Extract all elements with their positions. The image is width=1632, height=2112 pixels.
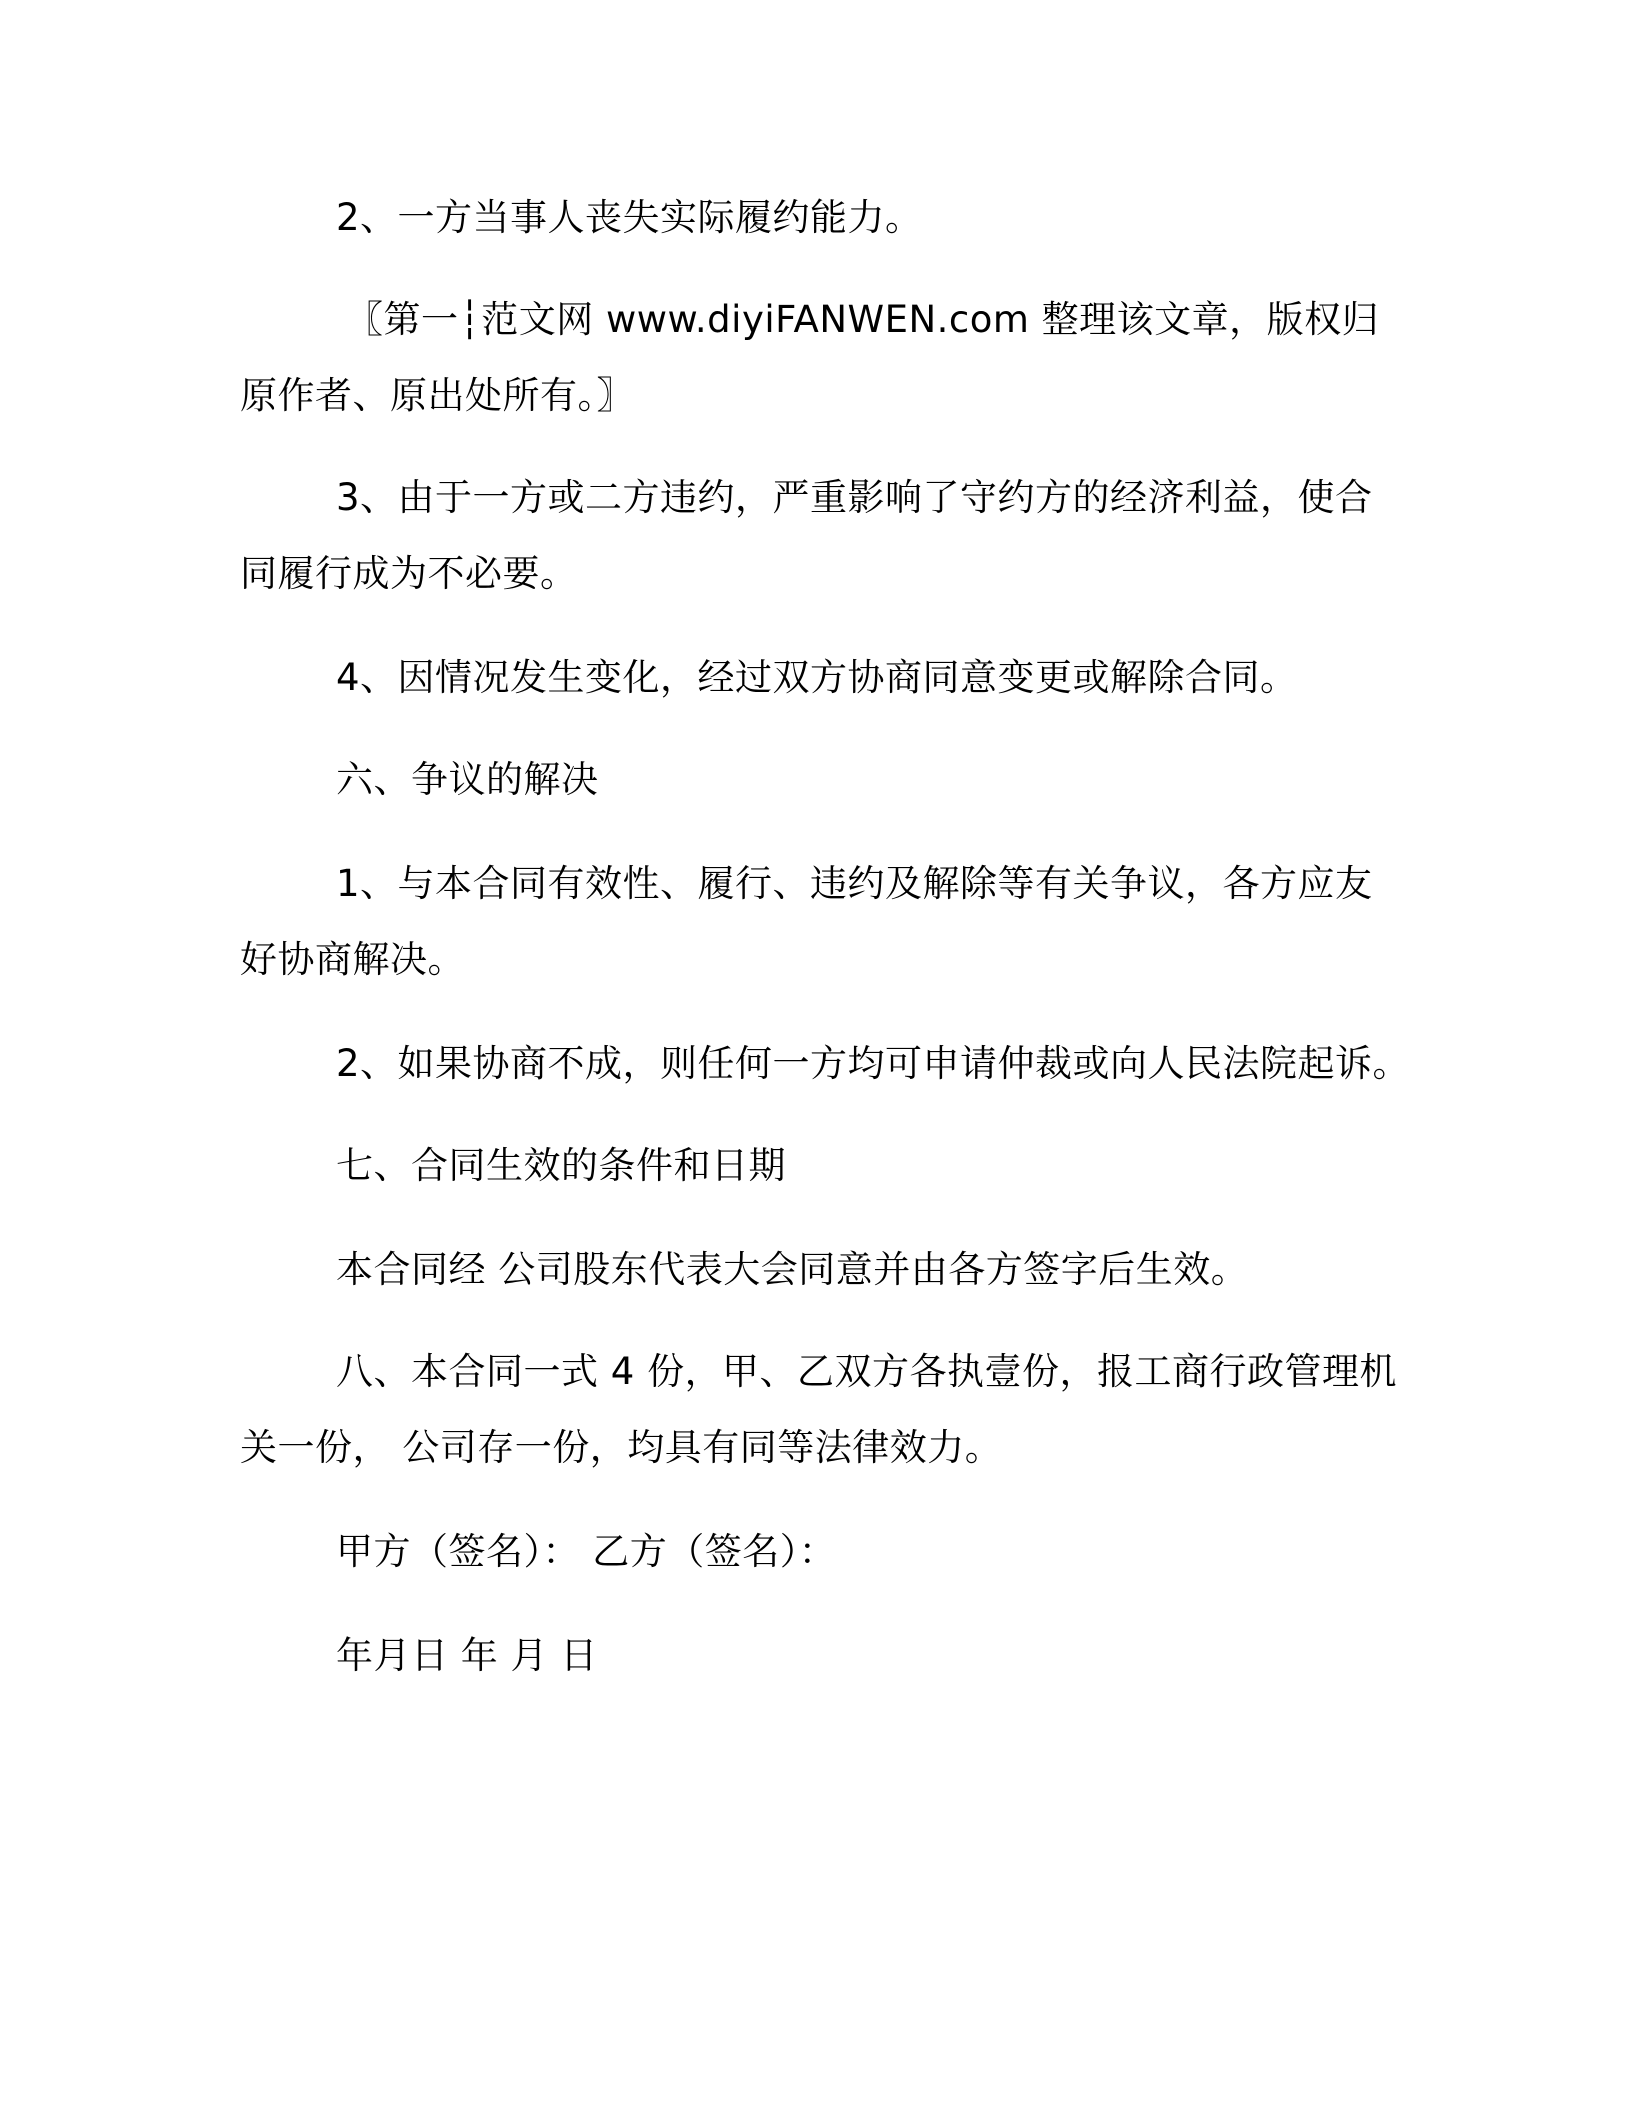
section-6-heading: 六、争议的解决 bbox=[336, 758, 599, 801]
section-8-line-1: 八、本合同一式 4 份，甲、乙双方各执壹份，报工商行政管理机 bbox=[336, 1350, 1398, 1393]
section-7-heading: 七、合同生效的条件和日期 bbox=[336, 1144, 786, 1187]
source-note-line-2: 原作者、原出处所有。〗 bbox=[240, 374, 634, 417]
source-note-line-1: 〖第一┆范文网 www.diyiFANWEN.com 整理该文章，版权归 bbox=[346, 298, 1380, 341]
clause-5-3-line-2: 同履行成为不必要。 bbox=[240, 552, 578, 595]
clause-5-3-line-1: 3、由于一方或二方违约，严重影响了守约方的经济利益，使合 bbox=[336, 476, 1373, 519]
section-8-line-2: 关一份， 公司存一份，均具有同等法律效力。 bbox=[240, 1426, 1003, 1469]
date-line: 年月日 年 月 日 bbox=[336, 1634, 598, 1677]
clause-7-text: 本合同经 公司股东代表大会同意并由各方签字后生效。 bbox=[336, 1248, 1249, 1291]
clause-5-2: 2、一方当事人丧失实际履约能力。 bbox=[336, 196, 923, 239]
clause-5-4: 4、因情况发生变化，经过双方协商同意变更或解除合同。 bbox=[336, 656, 1298, 699]
signature-line: 甲方（签名）： 乙方（签名）： bbox=[336, 1530, 837, 1573]
clause-6-1-line-2: 好协商解决。 bbox=[240, 938, 465, 981]
clause-6-1-line-1: 1、与本合同有效性、履行、违约及解除等有关争议，各方应友 bbox=[336, 862, 1373, 905]
clause-6-2: 2、如果协商不成，则任何一方均可申请仲裁或向人民法院起诉。 bbox=[336, 1042, 1411, 1085]
